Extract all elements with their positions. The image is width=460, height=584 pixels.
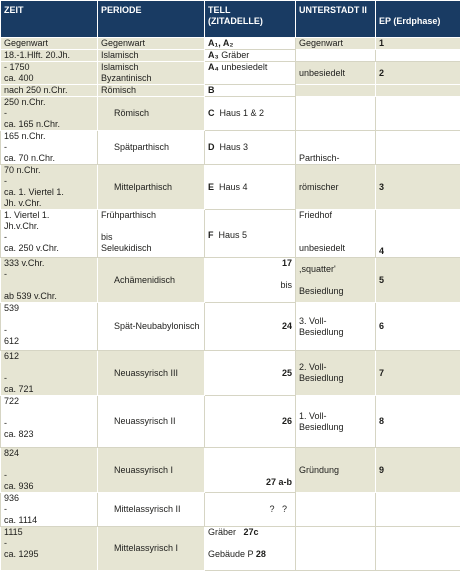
- tell-note: unbesiedelt: [221, 62, 268, 72]
- tell-cell: [205, 131, 296, 165]
- ep-cell: [376, 85, 460, 97]
- header-tell: [205, 1, 296, 38]
- tell-note: Gräber: [221, 50, 250, 60]
- tell-phase: 28: [255, 549, 266, 559]
- zeit-line: 936: [4, 493, 20, 503]
- zeit-line: 539: [4, 303, 20, 313]
- header-tell-line1: TELL: [208, 5, 231, 15]
- table-row: [1, 258, 460, 303]
- periode-cell: Römisch: [98, 97, 205, 131]
- table-row: [1, 493, 460, 527]
- zeit-line: -: [4, 504, 7, 514]
- table-row: [1, 448, 460, 493]
- table-row: [1, 97, 460, 131]
- tell-cell: [205, 50, 296, 62]
- ep-cell: [376, 527, 460, 571]
- header-ep: [376, 1, 460, 38]
- tell-cell: [205, 85, 296, 97]
- unterstadt-cell: Gegenwart: [296, 38, 376, 50]
- tell-note: Haus 5: [218, 230, 248, 240]
- periode-cell: [98, 210, 205, 258]
- periode-line: Islamisch: [101, 62, 139, 72]
- zeit-line: Jh.v.Chr.: [4, 221, 39, 231]
- tell-cell: [205, 210, 296, 258]
- periode-cell: Neuassyrisch III: [98, 351, 205, 396]
- tell-cell: 26: [205, 396, 296, 448]
- tell-cell: ? ?: [205, 493, 296, 527]
- zeit-cell: [1, 258, 98, 303]
- unterstadt-cell: [296, 527, 376, 571]
- zeit-line: -: [4, 373, 7, 383]
- unterstadt-cell: [296, 50, 376, 62]
- table-row: [1, 62, 460, 85]
- zeit-line: Jh. v.Chr.: [4, 198, 42, 208]
- periode-cell: Achämenidisch: [98, 258, 205, 303]
- unterstadt-cell: [296, 258, 376, 303]
- zeit-line: 333 v.Chr.: [4, 258, 45, 268]
- tell-phase: E: [208, 181, 215, 192]
- periode-cell: Gegenwart: [98, 38, 205, 50]
- periode-line: Byzantinisch: [101, 73, 152, 83]
- zeit-line: ca. 823: [4, 429, 34, 439]
- zeit-line: - 1750: [4, 62, 30, 72]
- zeit-line: 824: [4, 448, 20, 458]
- table-row: [1, 527, 460, 571]
- unterstadt-line: 1. Voll-: [299, 410, 327, 421]
- tell-cell: [205, 38, 296, 50]
- tell-cell: [205, 258, 296, 303]
- tell-cell: [205, 165, 296, 210]
- periode-line: Frühparthisch: [101, 210, 157, 220]
- zeit-line: -: [4, 269, 7, 279]
- tell-note: Gräber: [208, 527, 237, 537]
- zeit-line: 70 n.Chr.: [4, 165, 41, 175]
- zeit-line: ca. 936: [4, 481, 34, 491]
- tell-cell: [205, 62, 296, 85]
- table-row: [1, 396, 460, 448]
- periode-cell: Spätparthisch: [98, 131, 205, 165]
- table-row: [1, 351, 460, 396]
- header-unterstadt: UNTERSTADT II: [296, 1, 376, 38]
- periode-cell: Neuassyrisch II: [98, 396, 205, 448]
- unterstadt-line: ,squatter': [299, 263, 336, 274]
- zeit-line: ca. 1295: [4, 549, 39, 559]
- tell-phase: A₃: [208, 50, 219, 60]
- unterstadt-line: Besiedlung: [299, 326, 344, 337]
- zeit-line: -: [4, 325, 7, 335]
- zeit-cell: nach 250 n.Chr.: [1, 85, 98, 97]
- unterstadt-cell: Gründung: [296, 448, 376, 493]
- tell-phase: 27c: [243, 527, 259, 537]
- unterstadt-cell: [296, 85, 376, 97]
- zeit-line: -: [4, 142, 7, 152]
- zeit-line: 1115: [4, 527, 23, 537]
- unterstadt-line: 2. Voll-: [299, 362, 327, 372]
- zeit-cell: [1, 493, 98, 527]
- ep-cell: 9: [376, 448, 460, 493]
- zeit-line: -: [4, 232, 7, 242]
- zeit-cell: [1, 396, 98, 448]
- periode-line: Seleukidisch: [101, 243, 152, 253]
- zeit-line: 612: [4, 336, 20, 346]
- tell-phase: F: [208, 230, 214, 240]
- header-periode: PERIODE: [98, 1, 205, 38]
- periode-cell: Mittelassyrisch II: [98, 493, 205, 527]
- zeit-line: ca. 250 v.Chr.: [4, 243, 59, 253]
- periode-cell: [98, 62, 205, 85]
- tell-phase: A₁, A₂: [208, 38, 234, 48]
- table-row: [1, 303, 460, 351]
- table-row: [1, 165, 460, 210]
- zeit-cell: [1, 448, 98, 493]
- periode-cell: Islamisch: [98, 50, 205, 62]
- unterstadt-cell: Parthisch-: [296, 131, 376, 165]
- zeit-cell: [1, 165, 98, 210]
- zeit-line: ca. 400: [4, 73, 34, 83]
- zeit-cell: [1, 210, 98, 258]
- zeit-line: ab 539 v.Chr.: [4, 291, 57, 301]
- zeit-line: -: [4, 418, 7, 428]
- header-tell-line2: (ZITADELLE): [208, 16, 263, 26]
- zeit-line: ca. 1114: [4, 515, 38, 525]
- tell-note: Haus 3: [219, 142, 249, 152]
- tell-phase: 17: [281, 258, 292, 268]
- table-row: [1, 85, 460, 97]
- tell-note: Gebäude P: [208, 549, 254, 559]
- ep-cell: 4: [376, 210, 460, 258]
- ep-cell: 5: [376, 258, 460, 303]
- table-row: [1, 131, 460, 165]
- unterstadt-cell: [296, 493, 376, 527]
- periode-cell: Mittelparthisch: [98, 165, 205, 210]
- unterstadt-cell: [296, 303, 376, 351]
- periode-line: bis: [101, 232, 113, 242]
- zeit-line: ca. 1. Viertel 1.: [4, 187, 64, 197]
- unterstadt-cell: [296, 396, 376, 448]
- tell-cell: [205, 97, 296, 131]
- unterstadt-cell: [296, 210, 376, 258]
- zeit-line: -: [4, 176, 7, 186]
- tell-phase: C: [208, 108, 215, 118]
- zeit-cell: [1, 131, 98, 165]
- tell-note: Haus 1 & 2: [219, 108, 265, 118]
- header-row: [1, 1, 460, 38]
- periode-cell: Neuassyrisch I: [98, 448, 205, 493]
- zeit-line: 165 n.Chr.: [4, 131, 46, 141]
- table-row: [1, 38, 460, 50]
- unterstadt-cell: [296, 97, 376, 131]
- table-row: [1, 50, 460, 62]
- zeit-cell: [1, 351, 98, 396]
- ep-cell: 1: [376, 38, 460, 50]
- zeit-line: -: [4, 538, 7, 548]
- unterstadt-cell: römischer: [296, 165, 376, 210]
- unterstadt-cell: [296, 351, 376, 396]
- unterstadt-line: Friedhof: [299, 210, 333, 220]
- unterstadt-line: 3. Voll-: [299, 315, 327, 326]
- zeit-line: 722: [4, 396, 20, 406]
- tell-cell: 27 a-b: [205, 448, 296, 493]
- unterstadt-line: unbesiedelt: [299, 243, 346, 253]
- zeit-line: ca. 70 n.Chr.: [4, 153, 56, 163]
- unterstadt-line: Besiedlung: [299, 421, 344, 432]
- tell-phase: D: [208, 142, 215, 152]
- tell-note: Haus 4: [219, 181, 248, 192]
- zeit-cell: [1, 527, 98, 571]
- unterstadt-cell: unbesiedelt: [296, 62, 376, 85]
- table-row: [1, 210, 460, 258]
- header-ep-label: EP (Erdphase): [379, 16, 441, 26]
- ep-cell: 6: [376, 303, 460, 351]
- zeit-line: 612: [4, 351, 20, 361]
- zeit-cell: [1, 97, 98, 131]
- zeit-line: -: [4, 470, 7, 480]
- zeit-cell: [1, 62, 98, 85]
- ep-cell: [376, 97, 460, 131]
- tell-phase: B: [208, 85, 215, 95]
- tell-note: bis: [280, 280, 292, 290]
- tell-phase: A₄: [208, 62, 219, 72]
- zeit-line: 1. Viertel 1.: [4, 210, 50, 220]
- ep-cell: 8: [376, 396, 460, 448]
- tell-cell: 24: [205, 303, 296, 351]
- header-zeit: ZEIT: [1, 1, 98, 38]
- zeit-line: -: [4, 108, 7, 118]
- tell-cell: 25: [205, 351, 296, 396]
- ep-cell: 3: [376, 165, 460, 210]
- zeit-line: ca. 721: [4, 384, 34, 394]
- zeit-line: 250 n.Chr.: [4, 97, 46, 107]
- periode-cell: Spät-Neubabylonisch: [98, 303, 205, 351]
- ep-cell: [376, 50, 460, 62]
- unterstadt-line: Besiedlung: [299, 373, 344, 383]
- ep-cell: [376, 493, 460, 527]
- zeit-cell: Gegenwart: [1, 38, 98, 50]
- zeit-line: ca. 165 n.Chr.: [4, 119, 61, 129]
- periode-cell: Römisch: [98, 85, 205, 97]
- periode-cell: Mittelassyrisch I: [98, 527, 205, 571]
- unterstadt-line: Besiedlung: [299, 285, 344, 296]
- ep-cell: 7: [376, 351, 460, 396]
- ep-cell: [376, 131, 460, 165]
- zeit-cell: 18.-1.Hlft. 20.Jh.: [1, 50, 98, 62]
- tell-cell: [205, 527, 296, 571]
- zeit-cell: [1, 303, 98, 351]
- ep-cell: 2: [376, 62, 460, 85]
